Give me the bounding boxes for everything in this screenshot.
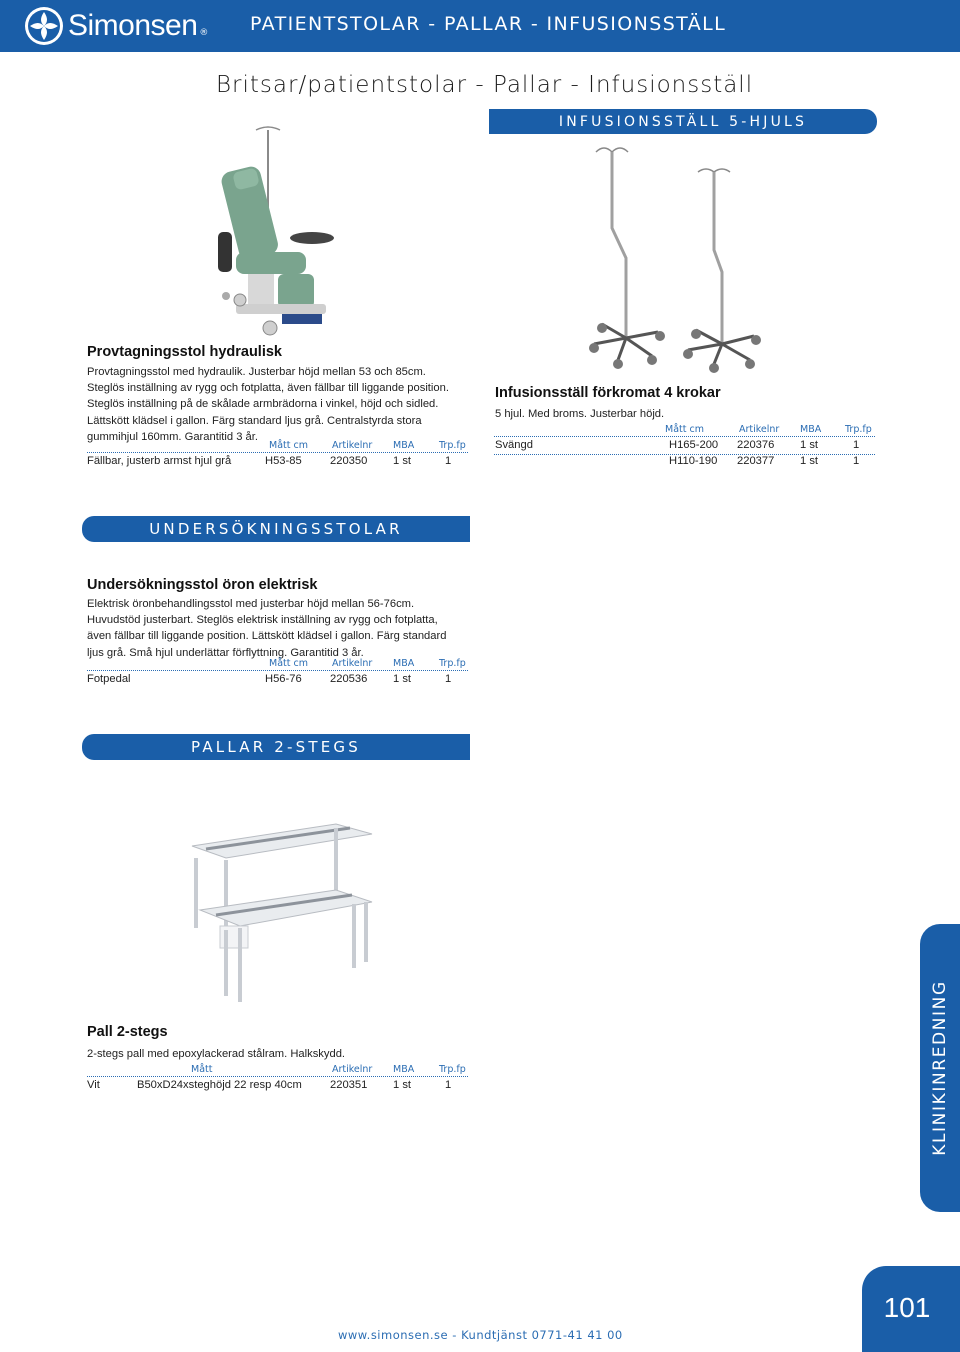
- chair-desc-line: gummihjul 160mm. Garantitid 3 år.: [87, 430, 258, 443]
- cell-size: H165-200: [669, 439, 719, 451]
- cell-article: 220350: [330, 455, 368, 467]
- col-header-mba: MBA: [393, 440, 415, 451]
- cell-variant: Vit: [87, 1079, 100, 1091]
- cell-article: 220351: [330, 1079, 368, 1091]
- simonsen-logo-icon: [24, 6, 64, 46]
- exam-title: Undersökningsstol öron elektrisk: [87, 577, 318, 593]
- cell-size: H56-76: [265, 673, 302, 685]
- cell-size: H110-190: [669, 455, 718, 467]
- cell-mba: 1 st: [393, 455, 412, 467]
- chair-spec-header: [87, 440, 467, 452]
- table-row: [87, 673, 467, 687]
- cell-trp: 1: [445, 455, 452, 467]
- cell-trp: 1: [445, 1079, 452, 1091]
- exam-desc-line: även fällbar till liggande position. Lättskött klädsel i gallon. Färg standard: [87, 630, 447, 643]
- col-header-article: Artikelnr: [332, 440, 373, 451]
- cell-mba: 1 st: [393, 1079, 412, 1091]
- cell-trp: 1: [853, 439, 860, 451]
- chair-desc-line: Steglös inställning på de skålade armbrädorna i vinkel, höjd och sidled.: [87, 398, 439, 411]
- chair-title: Provtagningsstol hydraulisk: [87, 344, 282, 360]
- col-header-size: Mått: [191, 1064, 213, 1075]
- stool-title: Pall 2-stegs: [87, 1024, 168, 1040]
- table-divider: [494, 436, 875, 437]
- cell-variant: Fällbar, justerb armst hjul grå: [87, 455, 232, 467]
- cell-trp: 1: [445, 673, 452, 685]
- stool-description: [87, 1046, 345, 1062]
- two-step-stool-image: [186, 818, 380, 1008]
- stool-desc-line: 2-stegs pall med epoxylackerad stålram. Halkskydd.: [87, 1048, 346, 1060]
- cell-variant: Fotpedal: [87, 673, 131, 685]
- col-header-mba: MBA: [393, 1064, 415, 1075]
- col-header-size: Mått cm: [269, 658, 308, 669]
- side-tab-text: KLINIKINREDNING: [930, 980, 951, 1156]
- exam-desc-line: ljus grå. Små hjul underlättar förflyttning. Garantitid 3 år.: [87, 646, 364, 659]
- col-header-article: Artikelnr: [739, 424, 780, 435]
- brand-name: Simonsen: [68, 9, 198, 42]
- col-header-article: Artikelnr: [332, 658, 373, 669]
- cell-article: 220536: [330, 673, 368, 685]
- col-header-trp: Trp.fp: [439, 658, 466, 669]
- col-header-mba: MBA: [393, 658, 415, 669]
- stool-spec-header: [87, 1064, 467, 1076]
- col-header-trp: Trp.fp: [439, 1064, 466, 1075]
- chair-desc-line: Lättskött klädsel i gallon. Färg standard ljus grå. Centralstyrda stora: [87, 414, 422, 427]
- exam-spec-header: [87, 658, 467, 670]
- col-header-size: Mått cm: [269, 440, 308, 451]
- cell-mba: 1 st: [800, 439, 819, 451]
- category-band-exam: UNDERSÖKNINGSSTOLAR: [82, 516, 470, 542]
- cell-size: H53-85: [265, 455, 302, 467]
- category-band-infusion: INFUSIONSSTÄLL 5-HJULS: [489, 109, 877, 134]
- col-header-size: Mått cm: [665, 424, 704, 435]
- chair-desc-line: Steglös inställning av rygg och fotplatta, även fällbar till liggande position.: [87, 382, 449, 395]
- table-row: [495, 439, 875, 453]
- col-header-trp: Trp.fp: [845, 424, 872, 435]
- col-header-article: Artikelnr: [332, 1064, 373, 1075]
- cell-mba: 1 st: [800, 455, 819, 467]
- table-divider: [87, 452, 468, 453]
- cell-variant: Svängd: [495, 439, 533, 451]
- chair-description: [87, 364, 477, 445]
- cell-mba: 1 st: [393, 673, 412, 685]
- cell-trp: 1: [853, 455, 860, 467]
- table-divider: [87, 670, 468, 671]
- category-band-stools: PALLAR 2-STEGS: [82, 734, 470, 760]
- cell-article: 220377: [737, 455, 775, 467]
- iv-description: [495, 406, 664, 422]
- page-number: 101: [883, 1292, 931, 1323]
- blood-sampling-chair-image: [196, 124, 336, 340]
- iv-desc-line: 5 hjul. Med broms. Justerbar höjd.: [495, 408, 665, 420]
- table-row: [87, 455, 467, 469]
- chair-desc-line: Provtagningsstol med hydraulik. Justerbar höjd mellan 53 och 85cm.: [87, 366, 426, 378]
- side-tab-label: [918, 924, 960, 1212]
- cell-size: B50xD24xsteghöjd 22 resp 40cm: [137, 1079, 302, 1091]
- page-title: Britsar/patientstolar - Pallar - Infusionsställ: [216, 72, 754, 98]
- brand-logo: [24, 5, 208, 47]
- footer-contact: www.simonsen.se - Kundtjänst 0771-41 41 00: [338, 1328, 623, 1342]
- table-row: [87, 1079, 467, 1093]
- iv-spec-header: [495, 424, 875, 436]
- iv-stand-image: [580, 138, 770, 374]
- header-section-title: PATIENTSTOLAR - PALLAR - INFUSIONSSTÄLL: [250, 13, 727, 35]
- iv-title: Infusionsställ förkromat 4 krokar: [495, 385, 721, 401]
- col-header-trp: Trp.fp: [439, 440, 466, 451]
- cell-article: 220376: [737, 439, 775, 451]
- exam-desc-line: Huvudstöd justerbart. Steglös elektrisk inställning av rygg och fotplatta,: [87, 614, 438, 627]
- table-row: [495, 455, 875, 469]
- exam-description: [87, 596, 477, 661]
- col-header-mba: MBA: [800, 424, 822, 435]
- table-divider: [87, 1076, 468, 1077]
- registered-mark: ®: [199, 28, 209, 38]
- exam-desc-line: Elektrisk öronbehandlingsstol med justerbar höjd mellan 56-76cm.: [87, 598, 415, 610]
